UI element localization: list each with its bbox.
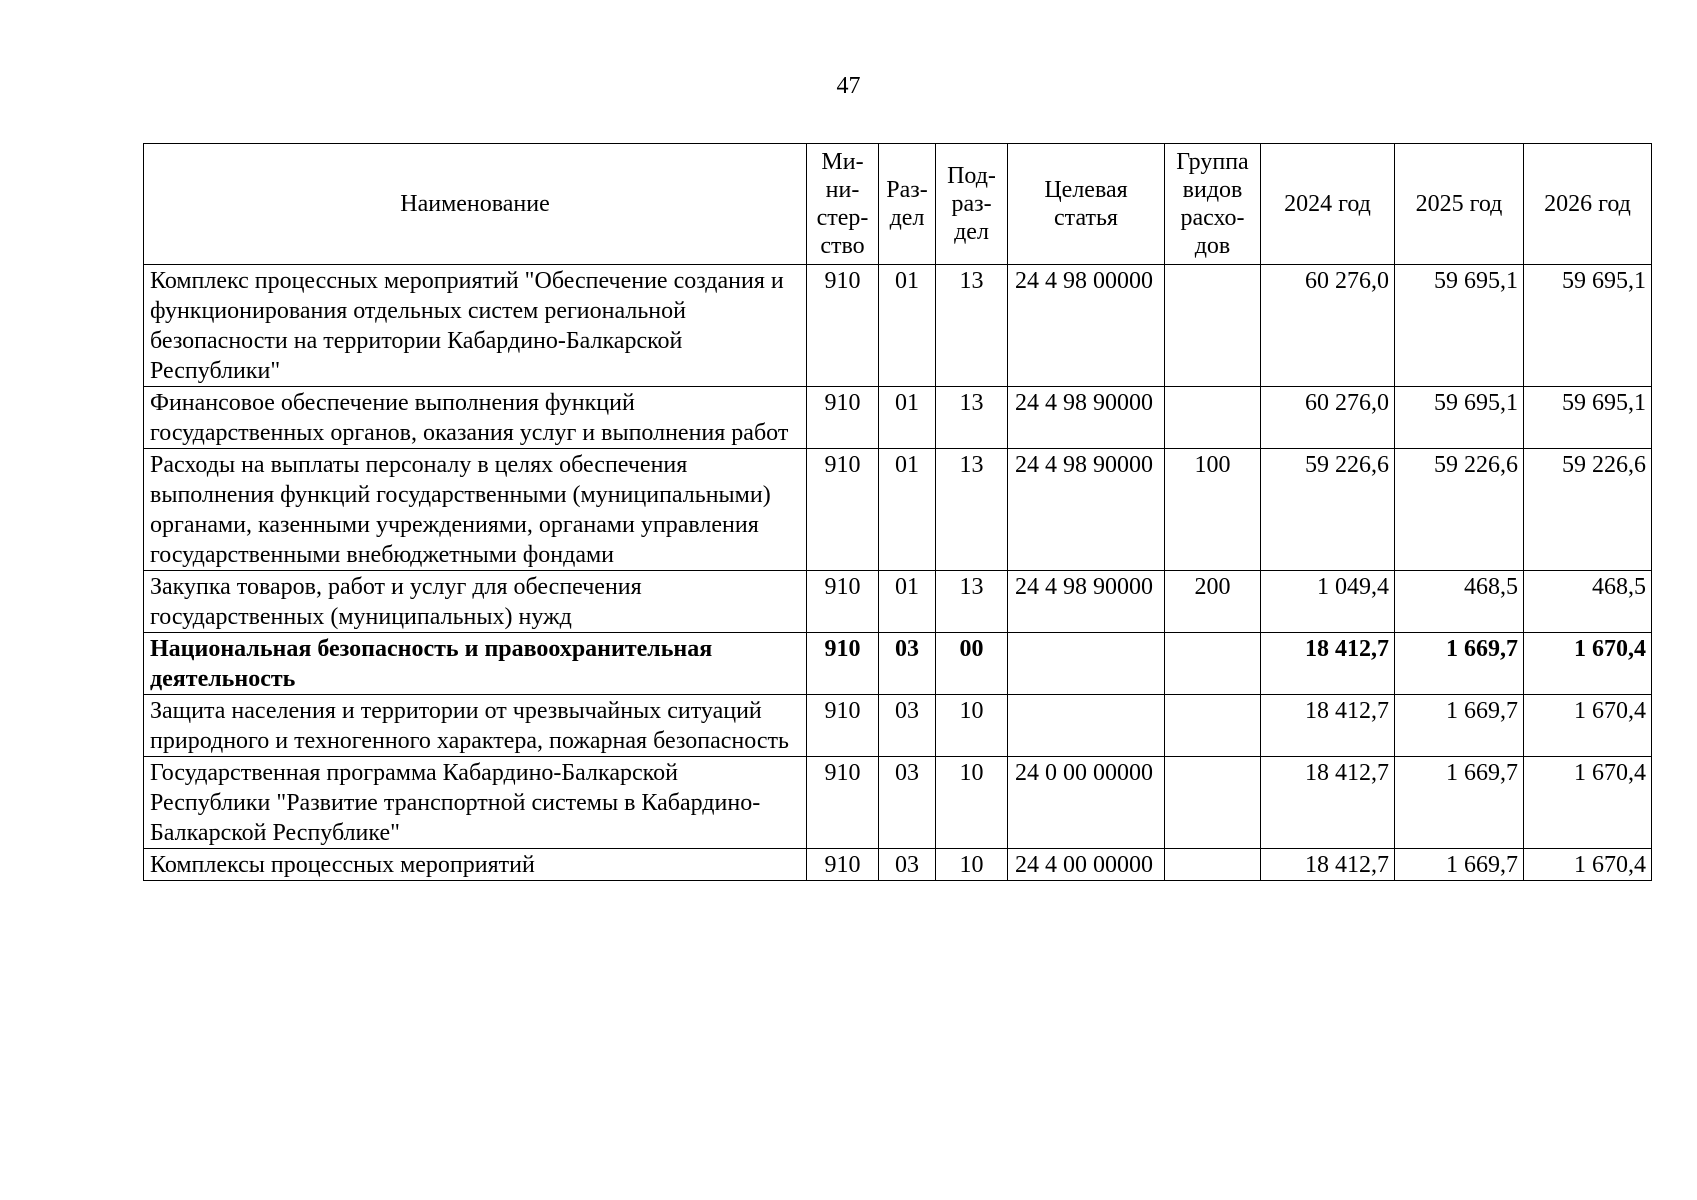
cell-name: Закупка товаров, работ и услуг для обеспечения государственных (муниципальных) нужд	[144, 571, 807, 633]
cell-ministry: 910	[807, 633, 879, 695]
cell-target-article: 24 4 98 00000	[1008, 265, 1165, 387]
table-row	[144, 571, 1652, 633]
cell-year-2025: 59 695,1	[1395, 387, 1524, 449]
cell-section: 03	[879, 757, 936, 849]
cell-subsection: 13	[936, 265, 1008, 387]
header-ministry: Ми- ни- стер- ство	[807, 144, 879, 265]
cell-year-2026: 59 695,1	[1524, 265, 1652, 387]
cell-name: Защита населения и территории от чрезвычайных ситуаций природного и техногенного характера, пожарная безопасность	[144, 695, 807, 757]
cell-expense-group: 200	[1165, 571, 1261, 633]
cell-ministry: 910	[807, 757, 879, 849]
table-row	[144, 265, 1652, 387]
cell-section: 01	[879, 449, 936, 571]
cell-year-2024: 59 226,6	[1261, 449, 1395, 571]
cell-year-2025: 59 695,1	[1395, 265, 1524, 387]
cell-year-2024: 60 276,0	[1261, 265, 1395, 387]
cell-target-article: 24 4 98 90000	[1008, 571, 1165, 633]
cell-target-article: 24 4 98 90000	[1008, 387, 1165, 449]
table-row	[144, 449, 1652, 571]
cell-year-2026: 59 226,6	[1524, 449, 1652, 571]
cell-subsection: 00	[936, 633, 1008, 695]
cell-year-2026: 1 670,4	[1524, 695, 1652, 757]
cell-year-2024: 1 049,4	[1261, 571, 1395, 633]
cell-target-article: 24 4 00 00000	[1008, 849, 1165, 881]
cell-ministry: 910	[807, 849, 879, 881]
cell-name: Финансовое обеспечение выполнения функций государственных органов, оказания услуг и выполнения работ	[144, 387, 807, 449]
header-subsection: Под- раз- дел	[936, 144, 1008, 265]
cell-ministry: 910	[807, 387, 879, 449]
cell-expense-group	[1165, 695, 1261, 757]
cell-year-2024: 18 412,7	[1261, 849, 1395, 881]
cell-subsection: 13	[936, 387, 1008, 449]
cell-name: Государственная программа Кабардино-Балкарской Республики "Развитие транспортной системы в Кабардино-Балкарской Республике"	[144, 757, 807, 849]
cell-target-article	[1008, 695, 1165, 757]
cell-year-2025: 1 669,7	[1395, 633, 1524, 695]
cell-year-2025: 59 226,6	[1395, 449, 1524, 571]
header-year-2026: 2026 год	[1524, 144, 1652, 265]
cell-subsection: 13	[936, 571, 1008, 633]
cell-year-2025: 1 669,7	[1395, 757, 1524, 849]
table-row	[144, 849, 1652, 881]
cell-year-2026: 59 695,1	[1524, 387, 1652, 449]
cell-year-2024: 18 412,7	[1261, 633, 1395, 695]
cell-ministry: 910	[807, 265, 879, 387]
header-section: Раз- дел	[879, 144, 936, 265]
table-row	[144, 757, 1652, 849]
cell-name: Комплекс процессных мероприятий "Обеспечение создания и функционирования отдельных систем региональной безопасности на территории Кабардино-Балкарской Республики"	[144, 265, 807, 387]
table-row	[144, 387, 1652, 449]
cell-year-2025: 1 669,7	[1395, 849, 1524, 881]
cell-ministry: 910	[807, 571, 879, 633]
header-year-2025: 2025 год	[1395, 144, 1524, 265]
cell-section: 01	[879, 571, 936, 633]
cell-year-2025: 1 669,7	[1395, 695, 1524, 757]
cell-ministry: 910	[807, 695, 879, 757]
cell-name: Комплексы процессных мероприятий	[144, 849, 807, 881]
page-number: 47	[836, 73, 861, 99]
table-header-row	[144, 144, 1652, 265]
table-row	[144, 695, 1652, 757]
cell-year-2026: 468,5	[1524, 571, 1652, 633]
cell-section: 03	[879, 633, 936, 695]
cell-year-2026: 1 670,4	[1524, 757, 1652, 849]
budget-table	[143, 143, 1652, 881]
cell-ministry: 910	[807, 449, 879, 571]
cell-year-2024: 18 412,7	[1261, 757, 1395, 849]
cell-section: 03	[879, 695, 936, 757]
header-expense-group: Группа видов расхо- дов	[1165, 144, 1261, 265]
cell-subsection: 10	[936, 757, 1008, 849]
cell-year-2026: 1 670,4	[1524, 633, 1652, 695]
cell-expense-group	[1165, 849, 1261, 881]
cell-section: 01	[879, 265, 936, 387]
cell-year-2024: 18 412,7	[1261, 695, 1395, 757]
cell-year-2025: 468,5	[1395, 571, 1524, 633]
cell-section: 03	[879, 849, 936, 881]
cell-name: Расходы на выплаты персоналу в целях обеспечения выполнения функций государственными (муниципальными) органами, казенными учреждениями, органами управления государственными внебюджетными фондами	[144, 449, 807, 571]
cell-year-2026: 1 670,4	[1524, 849, 1652, 881]
header-target-article: Целевая статья	[1008, 144, 1165, 265]
cell-expense-group	[1165, 387, 1261, 449]
cell-expense-group	[1165, 757, 1261, 849]
cell-name: Национальная безопасность и правоохранительная деятельность	[144, 633, 807, 695]
cell-subsection: 10	[936, 849, 1008, 881]
header-year-2024: 2024 год	[1261, 144, 1395, 265]
cell-target-article	[1008, 633, 1165, 695]
cell-target-article: 24 0 00 00000	[1008, 757, 1165, 849]
cell-subsection: 13	[936, 449, 1008, 571]
cell-expense-group: 100	[1165, 449, 1261, 571]
cell-section: 01	[879, 387, 936, 449]
cell-expense-group	[1165, 633, 1261, 695]
header-name: Наименование	[144, 144, 807, 265]
table-row-section-total	[144, 633, 1652, 695]
cell-target-article: 24 4 98 90000	[1008, 449, 1165, 571]
cell-expense-group	[1165, 265, 1261, 387]
cell-year-2024: 60 276,0	[1261, 387, 1395, 449]
cell-subsection: 10	[936, 695, 1008, 757]
